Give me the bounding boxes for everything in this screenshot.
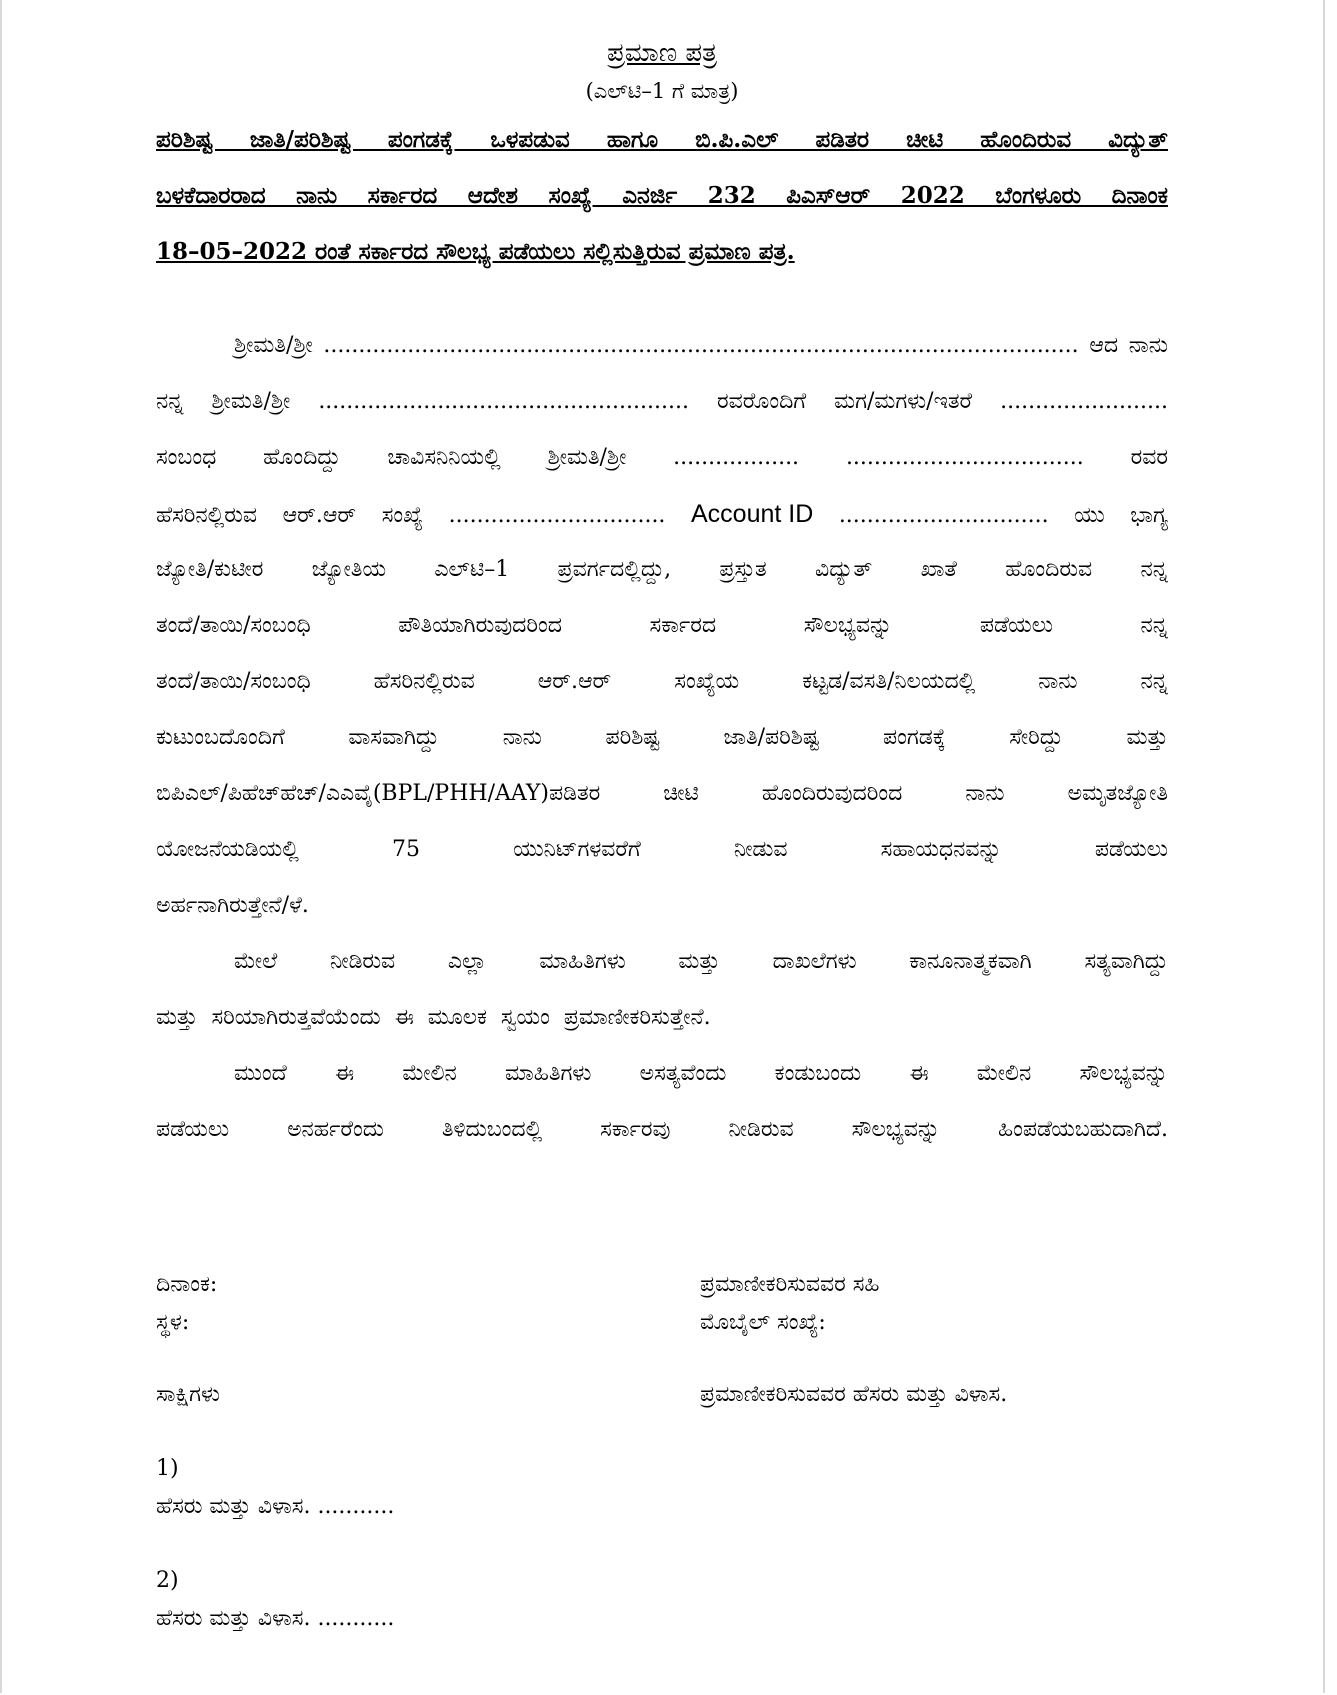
text: ಪರಿಶಿಷ್ಟ [605,725,660,750]
text: ಸೌಲಭ್ಯವನ್ನು [803,613,893,638]
text: ಈ [909,1061,929,1086]
text: ಸಂಬಂಧ [156,445,217,470]
text: ನನ್ನ [1140,613,1168,638]
text: ಚೀಟಿ [663,781,699,806]
text: ಜಾತಿ/ಪರಿಶಿಷ್ಟ [723,725,820,750]
text: ರವರ [1130,445,1168,470]
body-line-4 [156,486,1168,542]
text: ಎಲ್‌ಟಿ–1 [434,557,510,582]
text: ಅಸತ್ಯವೆಂದು [639,1061,727,1086]
text: ಖಾತೆ [920,557,957,582]
text: ಹೆಸರಿನಲ್ಲಿರುವ [373,669,475,694]
text: ಮಾಹಿತಿಗಳು [539,949,626,974]
text: ಜ್ಯೋತಿ/ಕುಟೀರ [156,557,264,582]
text: ನಾನು [965,781,1005,806]
text: ನಾನು [1038,669,1078,694]
text: ಮಗ/ಮಗಳು/ಇತರೆ [834,389,973,414]
rr-number-blank: ............................... [448,503,666,528]
body-line-5 [156,542,1168,598]
body-line-7 [156,654,1168,710]
text: ಪಡೆಯಲು [979,613,1053,638]
blank: .................. [673,445,800,470]
body-line-10 [156,822,1168,878]
text: ಅಮೃತಜ್ಯೋತಿ [1067,781,1168,806]
text: ಹೊಂದಿದ್ದು [263,445,341,470]
text: ಹೊಂದಿರುವ [1005,557,1093,582]
text: ಜ್ಯೋತಿಯ [311,557,387,582]
text: ಚಾವಿಸನಿನಿಯಲ್ಲಿ [387,445,501,470]
text: ಮತ್ತು [1126,725,1168,750]
text: ಹೊಂದಿರುವುದರಿಂದ [761,781,903,806]
signature-label: ಪ್ರಮಾಣೀಕರಿಸುವವರ ಸಹಿ [700,1272,880,1297]
text: ಶ್ರೀಮತಿ/ಶ್ರೀ [211,389,291,414]
certificate-page [156,36,1168,1158]
body-line-14 [156,1046,1168,1102]
text: ಕುಟುಂಬದೊಂದಿಗೆ [156,725,285,750]
body-line-12 [156,934,1168,990]
body-line-15 [156,1102,1168,1158]
text: ಭಾಗ್ಯ [1130,503,1168,528]
text: ಆರ್.ಆರ್ [282,503,357,528]
text: ನೀಡುವ [733,837,788,862]
text: ಅನರ್ಹರೆಂದು [287,1117,384,1142]
text: ಈ [394,1005,414,1030]
text: ಸಂಖ್ಯೆ [381,503,424,528]
name-address-label: ಪ್ರಮಾಣೀಕರಿಸುವವರ ಹೆಸರು ಮತ್ತು ವಿಳಾಸ. [700,1382,1008,1407]
certificate-heading [156,112,1168,280]
document-subtitle: (ಎಲ್‌ಟಿ–1 ಗೆ ಮಾತ್ರ) [585,79,739,103]
account-id-blank: .............................. [838,503,1049,528]
text: ಸಂಖ್ಯೆಯ [674,669,740,694]
text: ಮೇಲಿನ [402,1061,457,1086]
place-label: ಸ್ಥಳ: [156,1310,190,1335]
text: ಸಹಾಯಧನವನ್ನು [880,837,1002,862]
body-line-2 [156,374,1168,430]
text: ಹೆಸರಿನಲ್ಲಿರುವ [156,503,258,528]
heading-line-1: ಪರಿಶಿಷ್ಟ ಜಾತಿ/ಪರಿಶಿಷ್ಟ ಪಂಗಡಕ್ಕೆ ಒಳಪಡುವ ಹಾಗೂ ಬಿ.ಪಿ.ಎಲ್ ಪಡಿತರ ಚೀಟಿ ಹೊಂದಿರುವ ವಿದ್ಯುತ್ [156,126,1168,153]
text: ಯುನಿಟ್‌ಗಳವರೆಗೆ [513,837,641,862]
text: ನನ್ನ [1140,669,1168,694]
heading-line-2: ಬಳಕೆದಾರರಾದ ನಾನು ಸರ್ಕಾರದ ಆದೇಶ ಸಂಖ್ಯೆ ಎನರ್ಜಿ 232 ಪಿಎಸ್‌ಆರ್ 2022 ಬೆಂಗಳೂರು ದಿನಾಂಕ [156,182,1168,209]
declaration-body [156,318,1168,1158]
witnesses-label: ಸಾಕ್ಷಿಗಳು [156,1382,220,1407]
text: ತಂದೆ/ತಾಯಿ/ಸಂಬಂಧಿ [156,669,311,694]
text: ತಿಳಿದುಬಂದಲ್ಲಿ [441,1117,543,1142]
text: ಸೇರಿದ್ದು [1009,725,1063,750]
witness-2-line: ಹೆಸರು ಮತ್ತು ವಿಳಾಸ. ........... [156,1606,395,1631]
text: ಮತ್ತು [678,949,720,974]
text: ಮೇಲೆ [234,949,278,974]
text: ವಾಸವಾಗಿದ್ದು [348,725,440,750]
text: ಯೋಜನೆಯಡಿಯಲ್ಲಿ [156,837,299,862]
witness-1-line: ಹೆಸರು ಮತ್ತು ವಿಳಾಸ. ........... [156,1494,395,1519]
text: ದಾಖಲೆಗಳು [772,949,857,974]
text: ಪೌತಿಯಾಗಿರುವುದರಿಂದ [398,613,562,638]
text: ನೀಡಿರುವ [728,1117,794,1142]
text: ತಂದೆ/ತಾಯಿ/ಸಂಬಂಧಿ [156,613,311,638]
text: ಸರ್ಕಾರವು [600,1117,671,1142]
body-line-11 [156,878,1168,934]
text: ಹಿಂಪಡೆಯಬಹುದಾಗಿದೆ. [998,1117,1168,1142]
account-id-label: Account ID [690,500,814,528]
text: ಮಾಹಿತಿಗಳು [505,1061,592,1086]
text: ನಾನು [502,725,542,750]
text: ಸರಿಯಾಗಿರುತ್ತವೆಯೆಂದು [211,1005,381,1030]
text: ಶ್ರೀಮತಿ/ಶ್ರೀ [234,333,313,358]
document-title: ಪ್ರಮಾಣ ಪತ್ರ [607,38,717,68]
units-value: 75 [391,837,420,862]
text: ಮತ್ತು [156,1005,198,1030]
mobile-label: ಮೊಬೈಲ್ ಸಂಖ್ಯೆ: [700,1310,826,1335]
relative-name-blank: ..................................................... [318,389,689,414]
text: ಶ್ರೀಮತಿ/ಶ್ರೀ [547,445,627,470]
text: ಪಡೆಯಲು [156,1117,230,1142]
text: ನನ್ನ [1140,557,1168,582]
text: ನಾನು [1128,333,1168,358]
text: ನನ್ನ [156,389,184,414]
body-line-13 [156,990,1168,1046]
text: ಕಂಡುಬಂದು [774,1061,862,1086]
body-line-3 [156,430,1168,486]
text: ಆದ [1089,333,1119,358]
text: ಸೌಲಭ್ಯವನ್ನು [1079,1061,1168,1086]
body-line-6 [156,598,1168,654]
text: ನೀಡಿರುವ [330,949,396,974]
text: ಈ [335,1061,355,1086]
text: ಎಲ್ಲಾ [447,949,487,974]
text: ಸ್ವಯಂ [500,1005,550,1030]
text: ರವರೊಂದಿಗೆ [717,389,807,414]
text: ಮುಂದೆ [234,1061,287,1086]
text: ವಿದ್ಯುತ್ [815,557,873,582]
relation-blank: ........................ [1000,389,1168,414]
text: ಸೌಲಭ್ಯವನ್ನು [851,1117,941,1142]
text: ಪ್ರಸ್ತುತ [719,557,767,582]
body-line-8 [156,710,1168,766]
text: ಸರ್ಕಾರದ [649,613,717,638]
text: ಪ್ರವರ್ಗದಲ್ಲಿದ್ದು, [557,557,672,582]
witness-2-number: 2) [156,1568,179,1593]
heading-line-3: 18–05–2022 ರಂತೆ ಸರ್ಕಾರದ ಸೌಲಭ್ಯ ಪಡೆಯಲು ಸಲ್ಲಿಸುತ್ತಿರುವ ಪ್ರಮಾಣ ಪತ್ರ. [156,238,795,265]
body-line-9 [156,766,1168,822]
text: ಯು [1074,503,1105,528]
text: ಕಾನೂನಾತ್ಮಕವಾಗಿ [909,949,1032,974]
text: ಸತ್ಯವಾಗಿದ್ದು [1084,949,1168,974]
text: ಪಂಗಡಕ್ಕೆ [882,725,946,750]
text: ಬಿಪಿಎಲ್/ಪಿಹೆಚ್‌ಹೆಚ್/ಎಎವೈ(BPL/PHH/AAY)ಪಡಿತರ [156,781,601,806]
text: ಮೂಲಕ [427,1005,487,1030]
body-line-1 [156,318,1168,374]
text: ಅರ್ಹನಾಗಿರುತ್ತೇನೆ/ಳೆ. [156,893,309,918]
text: ಪ್ರಮಾಣೀಕರಿಸುತ್ತೇನೆ. [563,1005,711,1030]
name-blank: ............................................................................................................ [323,333,1079,358]
text: ಮೇಲಿನ [976,1061,1032,1086]
witness-1-number: 1) [156,1456,179,1481]
owner-name-blank: .................................. [845,445,1084,470]
text: ಪಡೆಯಲು [1094,837,1168,862]
text: ಕಟ್ಟಡ/ವಸತಿ/ನಿಲಯದಲ್ಲಿ [802,669,976,694]
date-label: ದಿನಾಂಕ: [156,1272,218,1297]
text: ಆರ್.ಆರ್ [537,669,612,694]
